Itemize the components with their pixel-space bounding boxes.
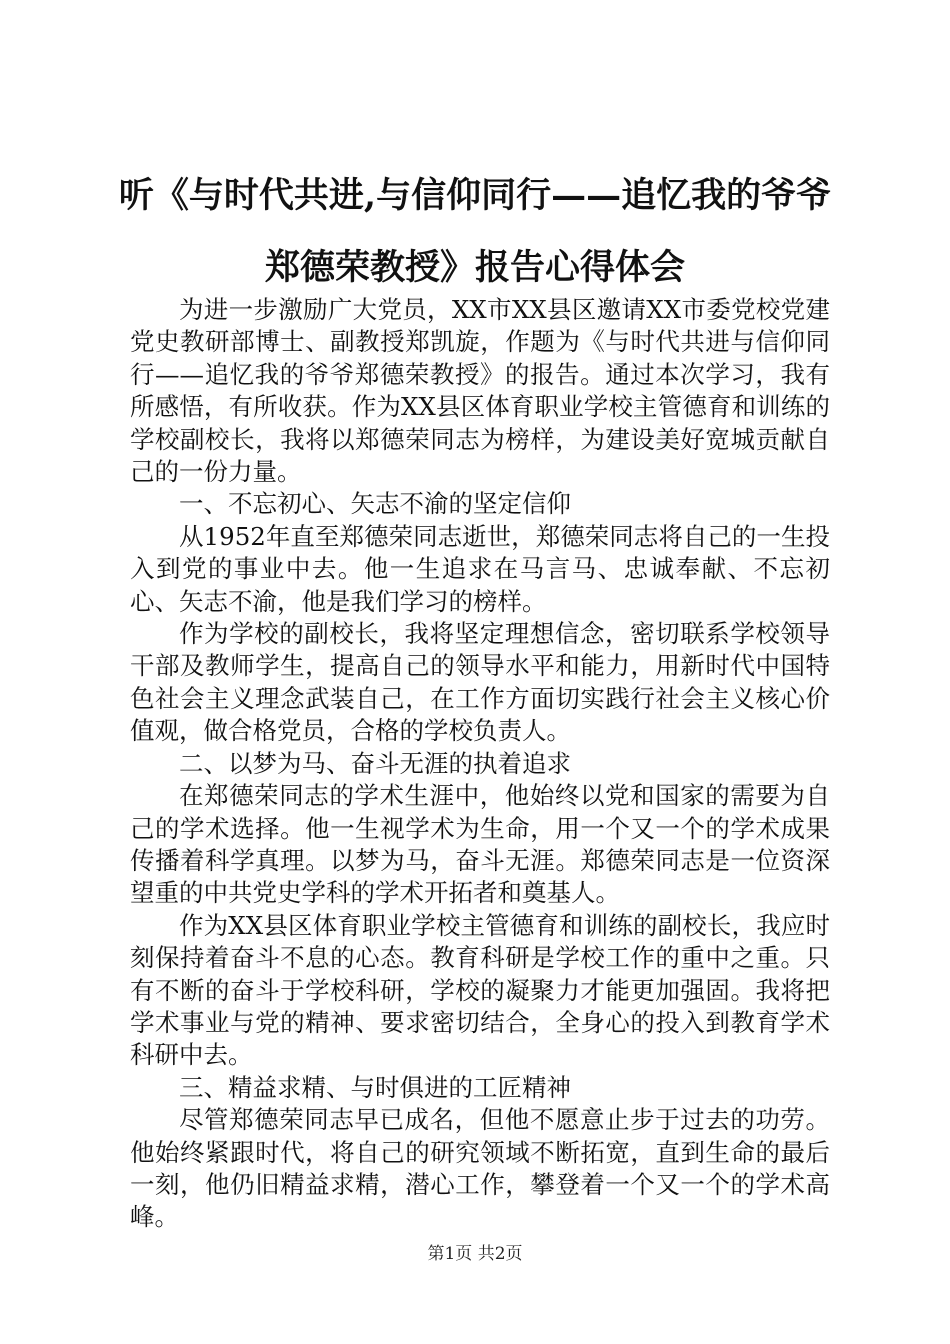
paragraph: 尽管郑德荣同志早已成名，但他不愿意止步于过去的功劳。他始终紧跟时代，将自己的研究领域不断拓宽，直到生命的最后一刻，他仍旧精益求精，潜心工作，攀登着一个又一个的学术高峰。 [130, 1105, 830, 1232]
section-heading-1: 一、不忘初心、矢志不渝的坚定信仰 [179, 489, 571, 519]
paragraph: 在郑德荣同志的学术生涯中，他始终以党和国家的需要为自己的学术选择。他一生视学术为生命，用一个又一个的学术成果传播着科学真理。以梦为马，奋斗无涯。郑德荣同志是一位资深望重的中共党史学科的学术开拓者和奠基人。 [130, 781, 830, 908]
document-body [130, 294, 830, 1234]
section-heading-3: 三、精益求精、与时俱进的工匠精神 [179, 1072, 571, 1102]
paragraph: 作为XX县区体育职业学校主管德育和训练的副校长，我应时刻保持着奋斗不息的心态。教育科研是学校工作的重中之重。只有不断的奋斗于学校科研，学校的凝聚力才能更加强固。我将把学术事业与党的精神、要求密切结合，全身心的投入到教育学术科研中去。 [130, 910, 830, 1070]
page-number-footer: 第1页 共2页 [427, 1244, 523, 1264]
paragraph: 从1952年直至郑德荣同志逝世，郑德荣同志将自己的一生投入到党的事业中去。他一生追求在马言马、忠诚奉献、不忘初心、矢志不渝，他是我们学习的榜样。 [130, 521, 830, 616]
paragraph-intro: 为进一步激励广大党员，XX市XX县区邀请XX市委党校党建党史教研部博士、副教授郑凯旋，作题为《与时代共进与信仰同行——追忆我的爷爷郑德荣教授》的报告。通过本次学习，我有所感悟，有所收获。作为XX县区体育职业学校主管德育和训练的学校副校长，我将以郑德荣同志为榜样，为建设美好宽城贡献自己的一份力量。 [130, 295, 830, 487]
document-title: 听《与时代共进,与信仰同行——追忆我的爷爷郑德荣教授》报告心得体会 [118, 175, 832, 288]
paragraph: 作为学校的副校长，我将坚定理想信念，密切联系学校领导干部及教师学生，提高自己的领导水平和能力，用新时代中国特色社会主义理念武装自己，在工作方面切实践行社会主义核心价值观，做合格党员，合格的学校负责人。 [130, 619, 830, 746]
section-heading-2: 二、以梦为马、奋斗无涯的执着追求 [179, 748, 571, 778]
